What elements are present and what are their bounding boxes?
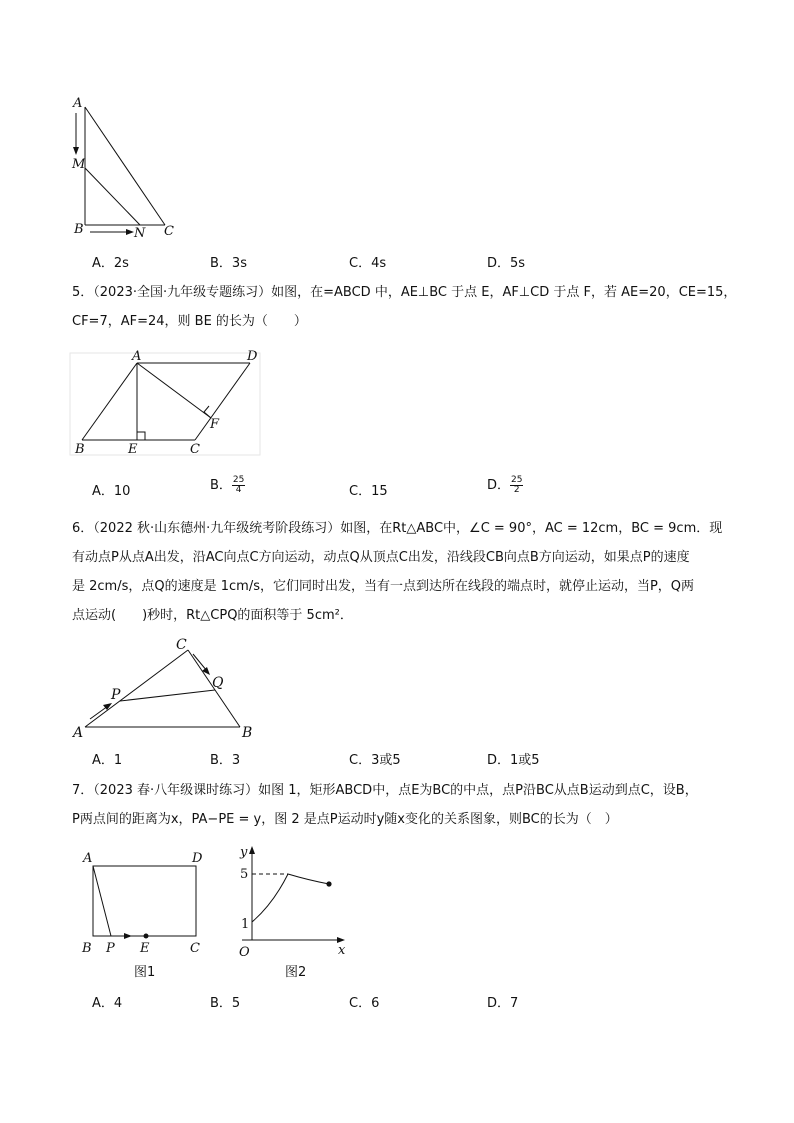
q5-options [92, 475, 732, 500]
q5-stem [72, 278, 737, 336]
q7-option-d[interactable]: D．7 [487, 996, 519, 1011]
q6-option-d[interactable]: D．1或5 [487, 753, 540, 768]
right-arrow-icon [126, 229, 134, 235]
q5-option-b[interactable]: B． $\frac{25}{4}$ [210, 475, 245, 495]
q6-label-b: B [242, 725, 253, 741]
q7-fig2-label-o: O [239, 945, 250, 960]
q5-line-1: 5．（2023·全国·九年级专题练习）如图，在=ABCD 中，AE⊥BC 于点 E，AF⊥CD 于点 F，若 AE=20，CE=15， [72, 285, 737, 300]
q7-fig1-label-e: E [140, 941, 150, 956]
q4-option-d[interactable]: D．5s [487, 256, 526, 271]
q4-option-b[interactable]: B．3s [210, 256, 247, 271]
q6-option-b[interactable]: B．3 [210, 753, 241, 768]
q4-options [92, 252, 732, 272]
q7-fig1-label-b: B [82, 941, 92, 956]
q7-figure-2 [228, 842, 353, 960]
q7-fig1-label-d: D [192, 851, 203, 866]
y-axis-arrow-icon [249, 846, 255, 854]
q7-fig2-label-5: 5 [240, 867, 249, 882]
q6-line-1: 6．（2022 秋·山东德州·九年级统考阶段练习）如图，在Rt△ABC中，∠C = 90°，AC = 12cm，BC = 9cm．现 [72, 521, 723, 536]
q7-fig2-label-x: x [338, 943, 346, 958]
q7-fig2-label-1: 1 [241, 917, 250, 932]
q4-label-n: N [134, 226, 146, 241]
q7-fig1-label-c: C [190, 941, 200, 956]
q7-arrow-p-icon [124, 933, 132, 939]
q5-figure [70, 345, 270, 460]
q5-option-a[interactable]: A．10 [92, 484, 131, 499]
q5-label-e: E [128, 442, 138, 457]
q6-option-a[interactable]: A．1 [92, 753, 123, 768]
q4-label-m: M [72, 157, 86, 172]
q6-line-4: 点运动( )秒时，Rt△CPQ的面积等于 5cm²． [72, 608, 353, 623]
q6-label-c: C [176, 637, 187, 653]
q7-graph-endpoint [326, 881, 331, 886]
q7-option-a[interactable]: A．4 [92, 996, 123, 1011]
q5-label-a: A [132, 349, 142, 364]
q6-figure [70, 635, 270, 745]
q4-label-c: C [164, 224, 174, 239]
q5-option-c[interactable]: C．15 [349, 484, 388, 499]
q6-label-a: A [73, 725, 84, 741]
q4-figure [70, 95, 180, 245]
q4-label-a: A [73, 96, 83, 111]
q7-option-b[interactable]: B．5 [210, 996, 241, 1011]
q7-stem [72, 776, 732, 834]
q5-label-c: C [190, 442, 200, 457]
q5-option-d-fraction: $\frac{25}{2}$ [511, 475, 523, 495]
q7-fig1-label-p: P [106, 941, 115, 956]
q5-line-2: CF=7，AF=24，则 BE 的长为（ ） [72, 314, 307, 329]
q4-option-a[interactable]: A．2s [92, 256, 129, 271]
q6-option-c[interactable]: C．3或5 [349, 753, 401, 768]
q7-figure-1 [78, 845, 213, 960]
q5-option-d[interactable]: D． $\frac{25}{2}$ [487, 475, 523, 495]
q5-label-d: D [247, 349, 258, 364]
q7-point-e [144, 934, 149, 939]
q6-label-q: Q [212, 675, 224, 691]
q7-fig2-label-y: y [240, 845, 248, 860]
q6-line-2: 有动点P从点A出发，沿AC向点C方向运动，动点Q从顶点C出发，沿线段CB向点B方向运动，如果点P的速度 [72, 550, 690, 565]
q5-option-b-fraction: $\frac{25}{4}$ [232, 475, 245, 495]
q7-fig1-label-a: A [83, 851, 93, 866]
q6-line-3: 是 2cm/s，点Q的速度是 1cm/s，它们同时出发，当有一点到达所在线段的端点时，就停止运动，当P，Q两 [72, 579, 695, 594]
q7-option-c[interactable]: C．6 [349, 996, 380, 1011]
q6-stem [72, 514, 732, 630]
q5-label-f: F [210, 417, 220, 432]
q4-option-c[interactable]: C．4s [349, 256, 387, 271]
q4-label-b: B [74, 222, 84, 237]
q7-figure-1-caption: 图1 [134, 965, 156, 980]
q7-figure-2-caption: 图2 [285, 965, 307, 980]
q7-options [92, 992, 732, 1012]
q7-line-2: P两点间的距离为x，PA−PE = y，图 2 是点P运动时y随x变化的关系图象，则BC的长为（ ） [72, 812, 618, 827]
q6-label-p: P [111, 687, 121, 703]
q7-line-1: 7．（2023 春·八年级课时练习）如图 1，矩形ABCD中，点E为BC的中点，点P沿BC从点B运动到点C，设B， [72, 783, 698, 798]
q5-label-b: B [75, 442, 85, 457]
q6-options [92, 749, 732, 769]
